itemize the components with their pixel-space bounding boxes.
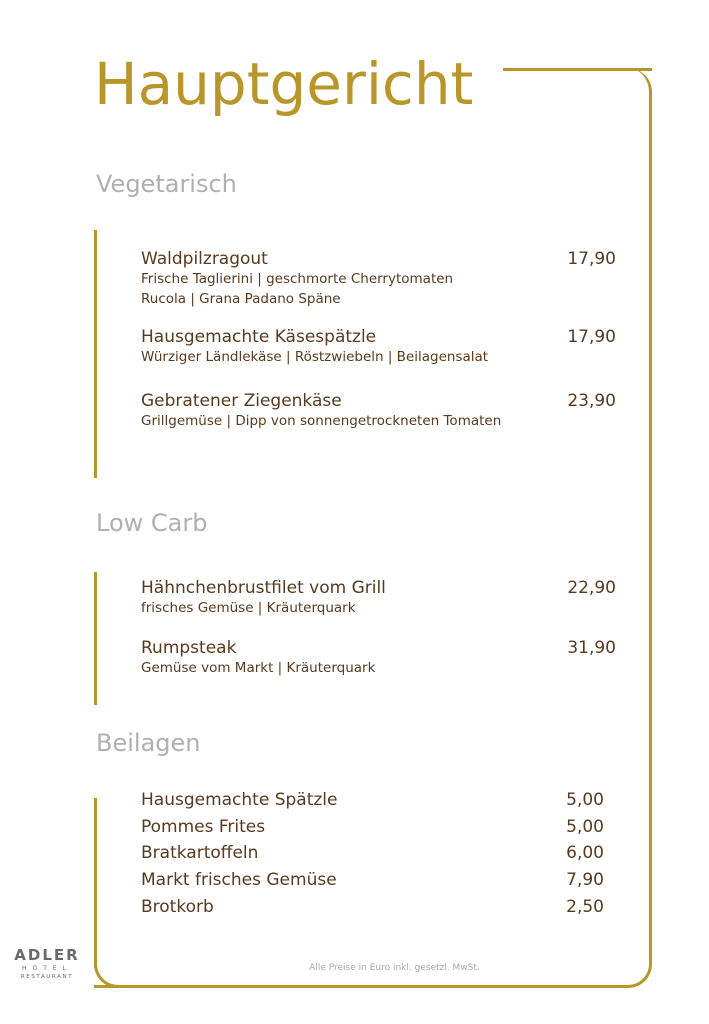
item-price: 17,90: [567, 249, 616, 269]
item-name: Waldpilzragout: [141, 249, 268, 269]
item-price: 22,90: [567, 578, 616, 598]
item-name: Bratkartoffeln: [141, 843, 259, 863]
logo-sub-restaurant: RESTAURANT: [20, 974, 74, 980]
item-price: 17,90: [567, 327, 616, 347]
item-price: 2,50: [566, 897, 604, 917]
item-name: Brotkorb: [141, 897, 214, 917]
item-name: Hausgemachte Spätzle: [141, 790, 338, 810]
logo-sub-hotel: HOTEL: [21, 965, 73, 972]
item-price: 6,00: [566, 843, 604, 863]
item-price: 23,90: [567, 391, 616, 411]
page-title: Hauptgericht: [94, 50, 474, 118]
side-item: [141, 787, 604, 813]
item-name: Markt frisches Gemüse: [141, 870, 337, 890]
item-description: Frische Taglierini | geschmorte Cherrytomaten: [141, 271, 454, 287]
item-price: 5,00: [566, 817, 604, 837]
item-price: 7,90: [566, 870, 604, 890]
item-price: 31,90: [567, 638, 616, 658]
item-price: 5,00: [566, 790, 604, 810]
section-bar-beilagen: [94, 798, 97, 968]
menu-item: [141, 249, 616, 309]
item-name: Rumpsteak: [141, 638, 237, 658]
menu-item: [141, 327, 616, 367]
item-description: Würziger Ländlekäse | Röstzwiebeln | Beilagensalat: [141, 349, 489, 365]
side-item: [141, 840, 604, 866]
menu-item: [141, 391, 616, 431]
item-name: Hähnchenbrustfilet vom Grill: [141, 578, 386, 598]
section-title-lowcarb: Low Carb: [96, 509, 208, 537]
item-name: Pommes Frites: [141, 817, 266, 837]
item-description: Grillgemüse | Dipp von sonnengetrockneten Tomaten: [141, 413, 502, 429]
logo: [12, 946, 82, 980]
side-item: [141, 867, 604, 893]
item-name: Hausgemachte Käsespätzle: [141, 327, 377, 347]
side-item: [141, 814, 604, 840]
item-description: Rucola | Grana Padano Späne: [141, 291, 341, 307]
side-item: [141, 894, 604, 920]
item-description: frisches Gemüse | Kräuterquark: [141, 600, 356, 616]
logo-main: ADLER: [14, 946, 80, 964]
section-title-beilagen: Beilagen: [96, 729, 201, 757]
footer-note: Alle Preise in Euro inkl. gesetzl. MwSt.: [309, 963, 480, 973]
frame-top-line: [503, 68, 652, 71]
item-description: Gemüse vom Markt | Kräuterquark: [141, 660, 376, 676]
section-bar-lowcarb: [94, 572, 97, 705]
menu-item: [141, 578, 616, 618]
section-bar-vegetarisch: [94, 230, 97, 478]
item-name: Gebratener Ziegenkäse: [141, 391, 342, 411]
menu-item: [141, 638, 616, 678]
section-title-vegetarisch: Vegetarisch: [96, 170, 237, 198]
